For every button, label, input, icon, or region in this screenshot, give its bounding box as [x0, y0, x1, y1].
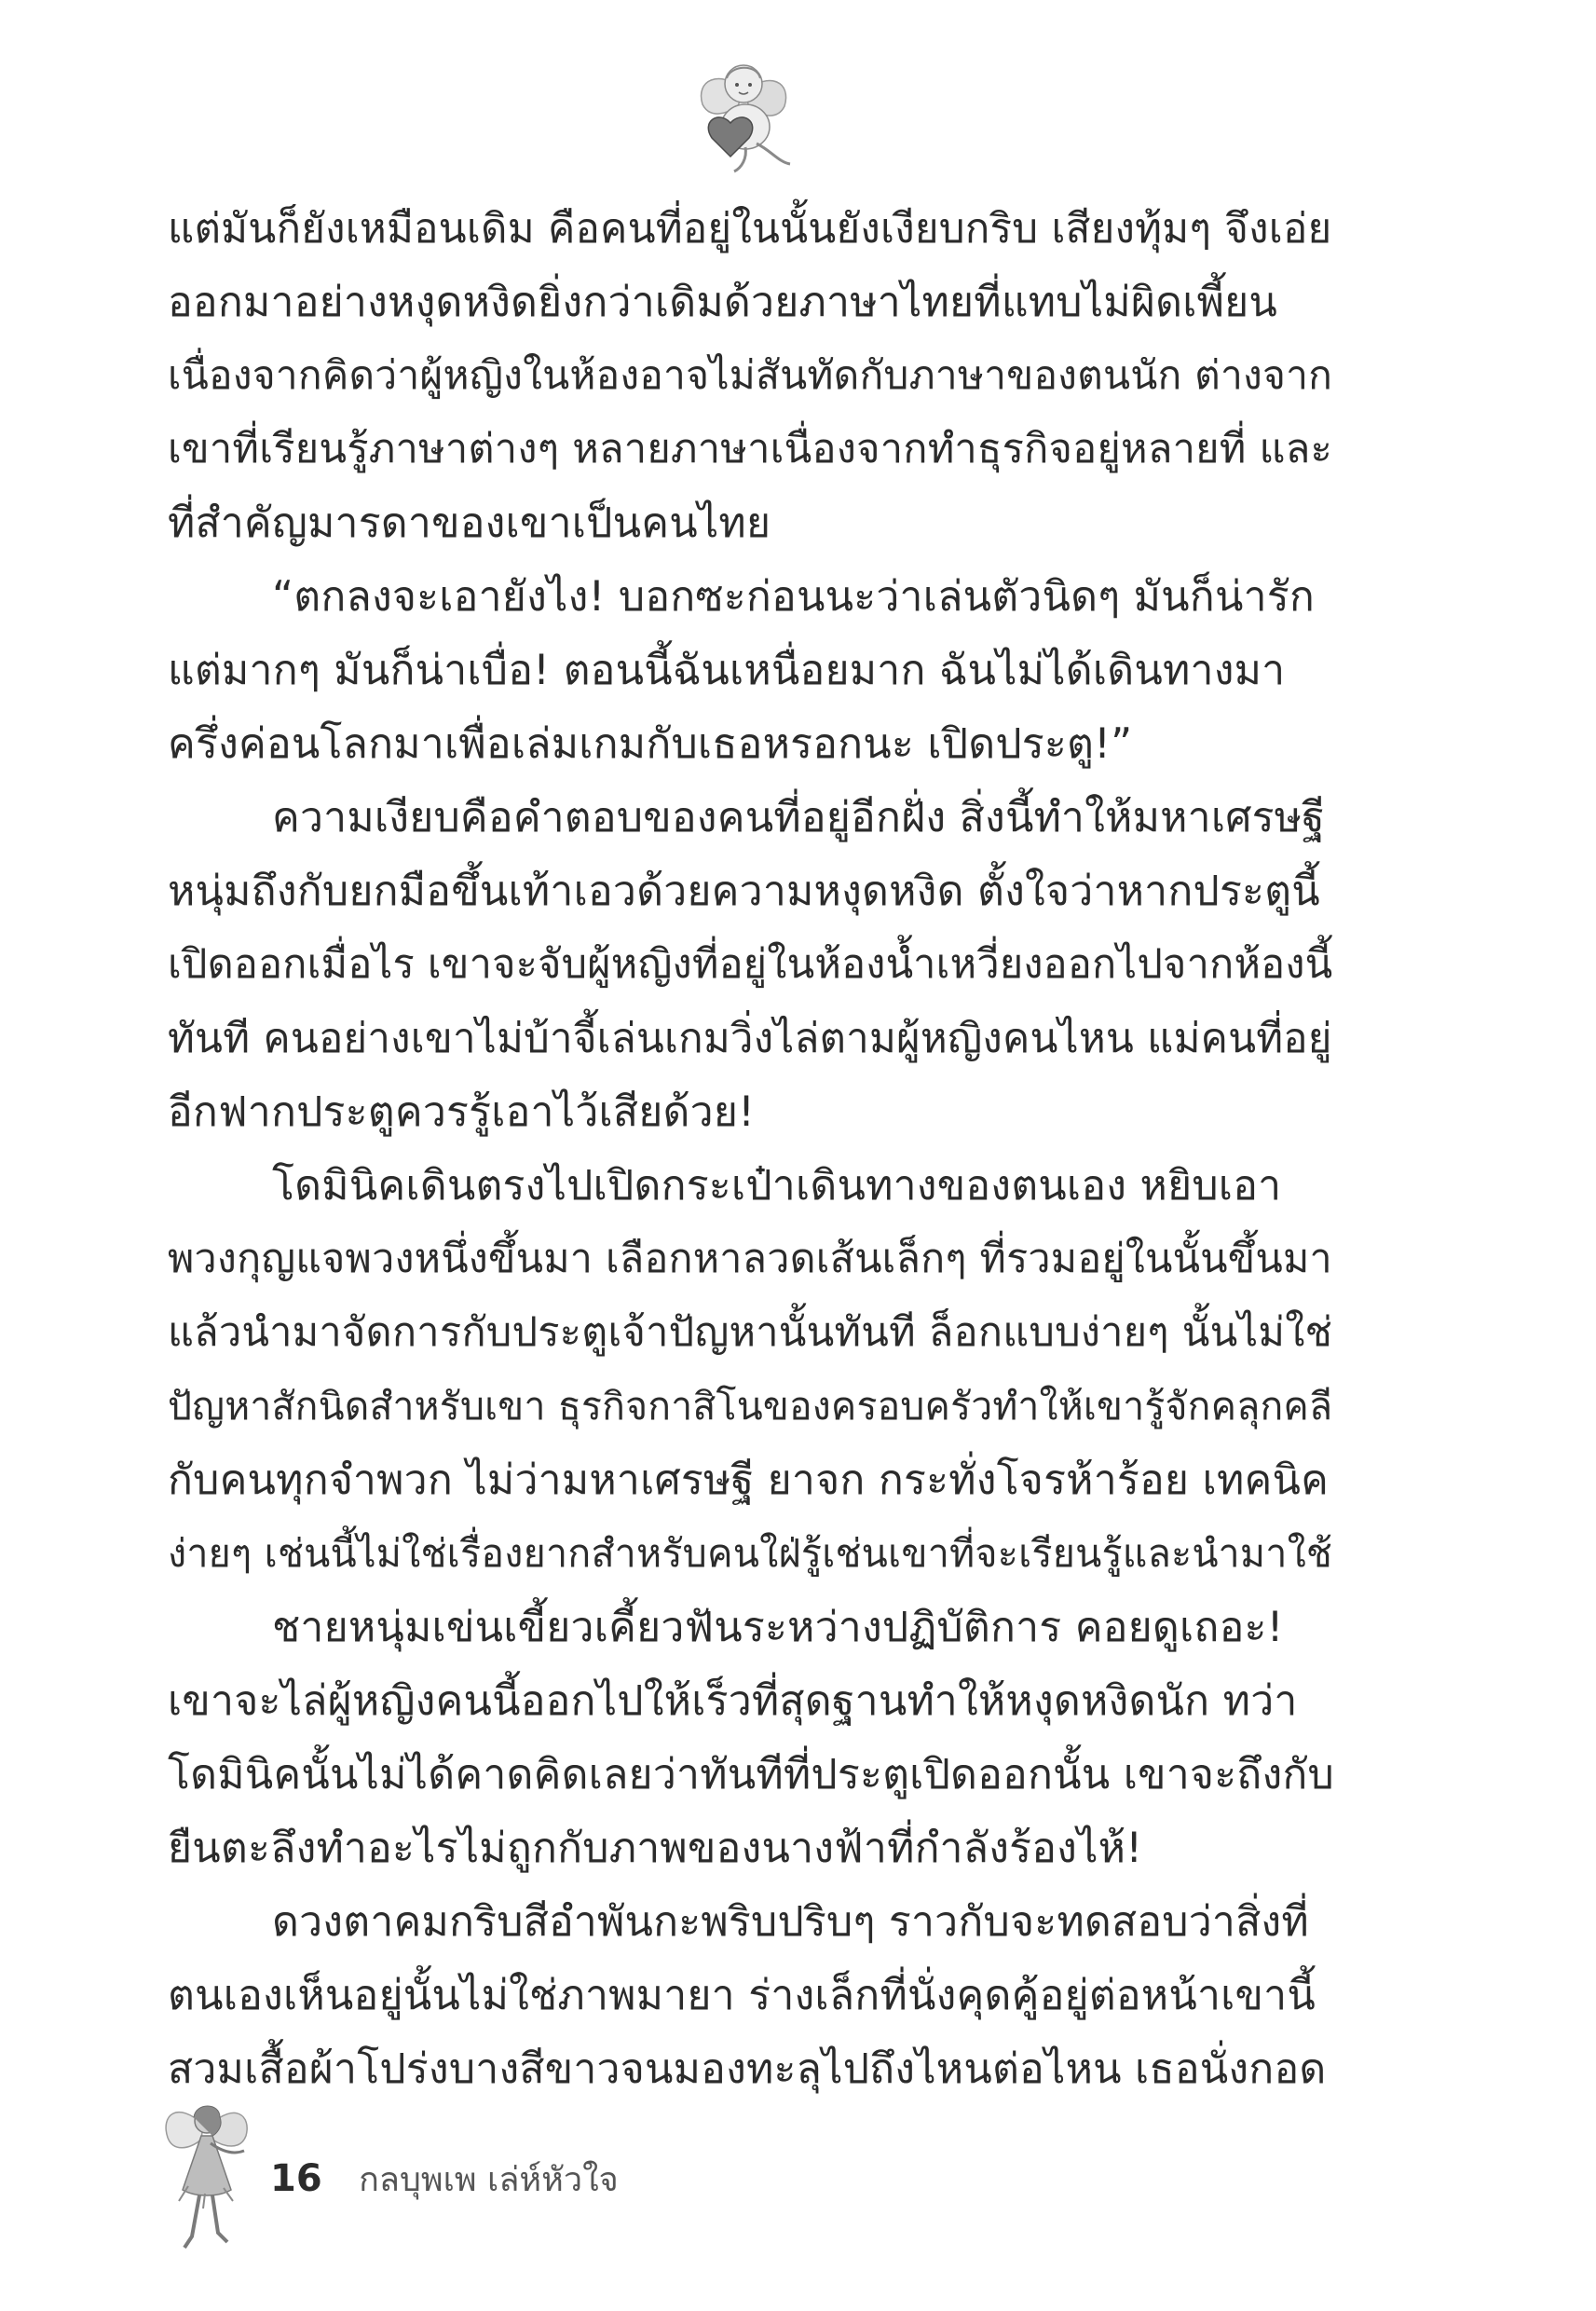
text-line: ดวงตาคมกริบสีอำพันกะพริบปริบๆ ราวกับจะทดสอบว่าสิ่งที่ — [272, 1898, 1309, 1946]
text-line: ยืนตะลึงทำอะไรไม่ถูกกับภาพของนางฟ้าที่กำลังร้องไห้! — [168, 1825, 1143, 1872]
text-line: ที่สำคัญมารดาของเขาเป็นคนไทย — [168, 499, 771, 547]
text-line: แล้วนำมาจัดการกับประตูเจ้าปัญหานั้นทันที ล็อกแบบง่ายๆ นั้นไม่ใช่ — [168, 1309, 1333, 1356]
text-line: โดมินิคเดินตรงไปเปิดกระเป๋าเดินทางของตนเอง หยิบเอา — [272, 1162, 1282, 1210]
fairy-icon — [158, 2097, 256, 2260]
text-line: “ตกลงจะเอายังไง! บอกซะก่อนนะว่าเล่นตัวนิดๆ มันก็น่ารัก — [272, 573, 1315, 621]
body-text — [168, 192, 1332, 2106]
text-line: ทันที คนอย่างเขาไม่บ้าจี้เล่นเกมวิ่งไล่ตามผู้หญิงคนไหน แม่คนที่อยู่ — [168, 1015, 1332, 1062]
book-title: กลบุพเพ เล่ห์หัวใจ — [359, 2161, 619, 2199]
text-line: ครึ่งค่อนโลกมาเพื่อเล่มเกมกับเธอหรอกนะ เปิดประตู!” — [168, 720, 1133, 768]
text-line: แต่มันก็ยังเหมือนเดิม คือคนที่อยู่ในนั้นยังเงียบกริบ เสียงทุ้มๆ จึงเอ่ย — [168, 205, 1332, 253]
page-number: 16 — [270, 2157, 322, 2200]
page-footer — [0, 2097, 1596, 2283]
cupid-with-heart-icon — [688, 54, 799, 175]
text-line: อีกฟากประตูควรรู้เอาไว้เสียด้วย! — [168, 1088, 756, 1136]
text-line: กับคนทุกจำพวก ไม่ว่ามหาเศรษฐี ยาจก กระทั่งโจรห้าร้อย เทคนิค — [168, 1456, 1330, 1504]
text-line: ปัญหาสักนิดสำหรับเขา ธุรกิจกาสิโนของครอบครัวทำให้เขารู้จักคลุกคลี — [168, 1384, 1333, 1429]
text-line: ออกมาอย่างหงุดหงิดยิ่งกว่าเดิมด้วยภาษาไทยที่แทบไม่ผิดเพี้ยน — [168, 279, 1278, 326]
text-line: เปิดออกเมื่อไร เขาจะจับผู้หญิงที่อยู่ในห้องน้ำเหวี่ยงออกไปจากห้องนี้ — [168, 941, 1333, 988]
text-line: แต่มากๆ มันก็น่าเบื่อ! ตอนนี้ฉันเหนื่อยมาก ฉันไม่ได้เดินทางมา — [168, 647, 1286, 694]
text-line: ชายหนุ่มเข่นเขี้ยวเคี้ยวฟันระหว่างปฏิบัติการ คอยดูเถอะ! — [272, 1604, 1284, 1651]
text-line: เขาจะไล่ผู้หญิงคนนี้ออกไปให้เร็วที่สุดฐานทำให้หงุดหงิดนัก ทว่า — [168, 1677, 1298, 1725]
text-line: ความเงียบคือคำตอบของคนที่อยู่อีกฝั่ง สิ่งนี้ทำให้มหาเศรษฐี — [272, 794, 1326, 841]
text-line: สวมเสื้อผ้าโปร่งบางสีขาวจนมองทะลุไปถึงไหนต่อไหน เธอนั่งกอด — [168, 2045, 1327, 2093]
text-line: เนื่องจากคิดว่าผู้หญิงในห้องอาจไม่สันทัดกับภาษาของตนนัก ต่างจาก — [168, 353, 1333, 399]
text-line: ตนเองเห็นอยู่นั้นไม่ใช่ภาพมายา ร่างเล็กที่นั่งคุดคู้อยู่ต่อหน้าเขานี้ — [168, 1972, 1316, 2019]
text-line: โดมินิคนั้นไม่ได้คาดคิดเลยว่าทันทีที่ประตูเปิดออกนั้น เขาจะถึงกับ — [168, 1751, 1334, 1798]
text-line: พวงกุญแจพวงหนึ่งขึ้นมา เลือกหาลวดเส้นเล็กๆ ที่รวมอยู่ในนั้นขึ้นมา — [168, 1236, 1332, 1282]
text-line: เขาที่เรียนรู้ภาษาต่างๆ หลายภาษาเนื่องจากทำธุรกิจอยู่หลายที่ และ — [168, 426, 1332, 472]
text-line: ง่ายๆ เช่นนี้ไม่ใช่เรื่องยากสำหรับคนใฝ่รู้เช่นเขาที่จะเรียนรู้และนำมาใช้ — [168, 1531, 1333, 1576]
text-line: หนุ่มถึงกับยกมือขึ้นเท้าเอวด้วยความหงุดหงิด ตั้งใจว่าหากประตูนี้ — [168, 868, 1320, 915]
folio — [270, 2153, 619, 2206]
